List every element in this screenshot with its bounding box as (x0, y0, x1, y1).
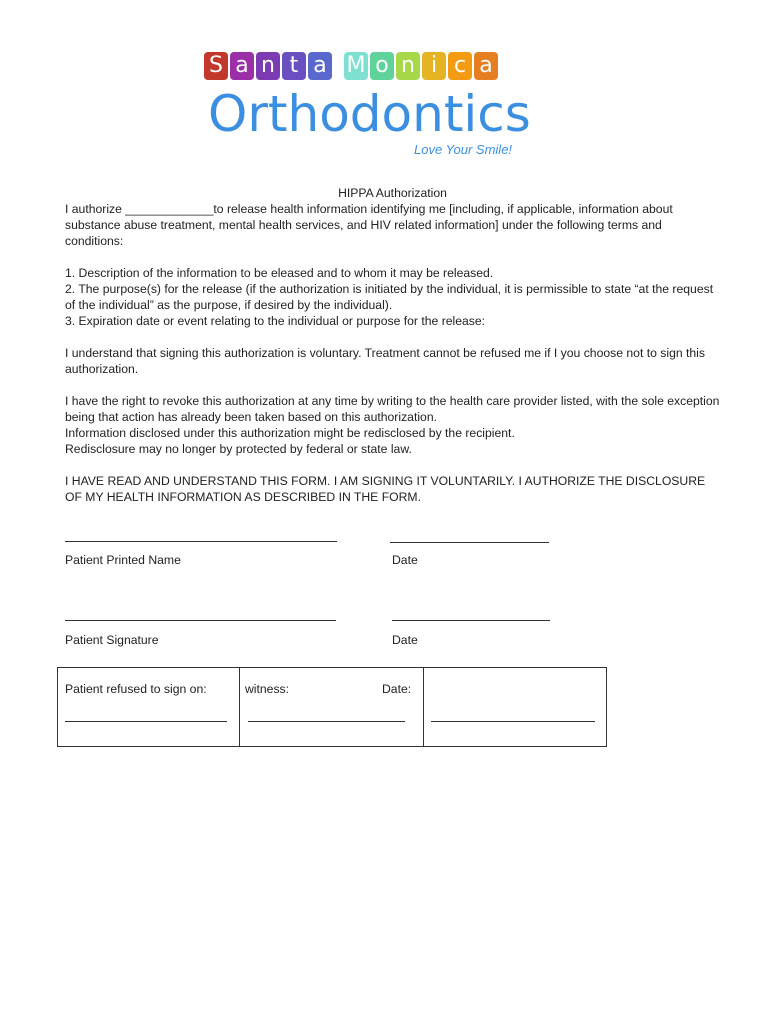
logo-brand-name: Orthodontics (208, 85, 531, 143)
logo-letter-tiles (204, 52, 500, 82)
signature-line[interactable] (65, 620, 336, 621)
logo-tile-monica-4: c (448, 52, 472, 80)
terms-item-1: 1. Description of the information to be eleased and to whom it may be released. (65, 266, 494, 280)
logo-tile-spacer (334, 52, 342, 80)
logo-tile-santa-0: S (204, 52, 228, 80)
refused-date-line[interactable] (65, 721, 227, 722)
terms-item-3: 3. Expiration date or event relating to the individual or purpose for the release: (65, 314, 486, 328)
date-line-1[interactable] (390, 542, 549, 543)
logo-tile-santa-4: a (308, 52, 332, 80)
revoke-paragraph: I have the right to revoke this authorization at any time by writing to the health care provider listed, with the sole exception being that action has already been taken based on this authorization. (65, 394, 720, 424)
logo-tile-santa-2: n (256, 52, 280, 80)
signature-label: Patient Signature (65, 633, 159, 647)
date-line-2[interactable] (392, 620, 550, 621)
printed-name-line[interactable] (65, 541, 337, 542)
witness-date-line[interactable] (431, 721, 595, 722)
date-label-2: Date (392, 633, 418, 647)
authorization-text (65, 185, 720, 505)
logo-tile-santa-1: a (230, 52, 254, 80)
terms-item-2: 2. The purpose(s) for the release (if the authorization is initiated by the individual, it is permissible to state “at the request of the individual” as the purpose, if desired by the individual). (65, 282, 714, 312)
printed-name-label: Patient Printed Name (65, 553, 181, 567)
voluntary-paragraph: I understand that signing this authorization is voluntary. Treatment cannot be refused me if I you choose not to sign this authorization. (65, 346, 705, 376)
document-title: HIPPA Authorization (338, 186, 447, 200)
logo-tile-monica-1: o (370, 52, 394, 80)
date-label-1: Date (392, 553, 418, 567)
intro-paragraph: I authorize _____________to release health information identifying me [including, if applicable, information about substance abuse treatment, mental health services, and HIV related information] under the following terms and conditions: (65, 202, 673, 248)
logo-tile-monica-3: i (422, 52, 446, 80)
refused-label: Patient refused to sign on: (65, 682, 207, 696)
table-divider (239, 668, 240, 746)
logo-tagline: Love Your Smile! (414, 142, 513, 157)
witness-label: witness: (245, 682, 290, 696)
table-divider (423, 668, 424, 746)
logo-tile-santa-3: t (282, 52, 306, 80)
logo-tile-monica-2: n (396, 52, 420, 80)
refused-date-label: Date: (382, 682, 412, 696)
witness-line[interactable] (248, 721, 405, 722)
logo-tile-monica-5: a (474, 52, 498, 80)
logo-tile-monica-0: M (344, 52, 368, 80)
company-logo (0, 0, 770, 170)
protection-paragraph: Redisclosure may no longer by protected by federal or state law. (65, 442, 412, 456)
acknowledgement-paragraph: I HAVE READ AND UNDERSTAND THIS FORM. I AM SIGNING IT VOLUNTARILY. I AUTHORIZE THE DISCLOSURE OF MY HEALTH INFORMATION AS DESCRIBED IN THE FORM. (65, 474, 706, 504)
redisclosure-paragraph: Information disclosed under this authorization might be redisclosed by the recipient. (65, 426, 515, 440)
refused-to-sign-table (57, 667, 607, 747)
